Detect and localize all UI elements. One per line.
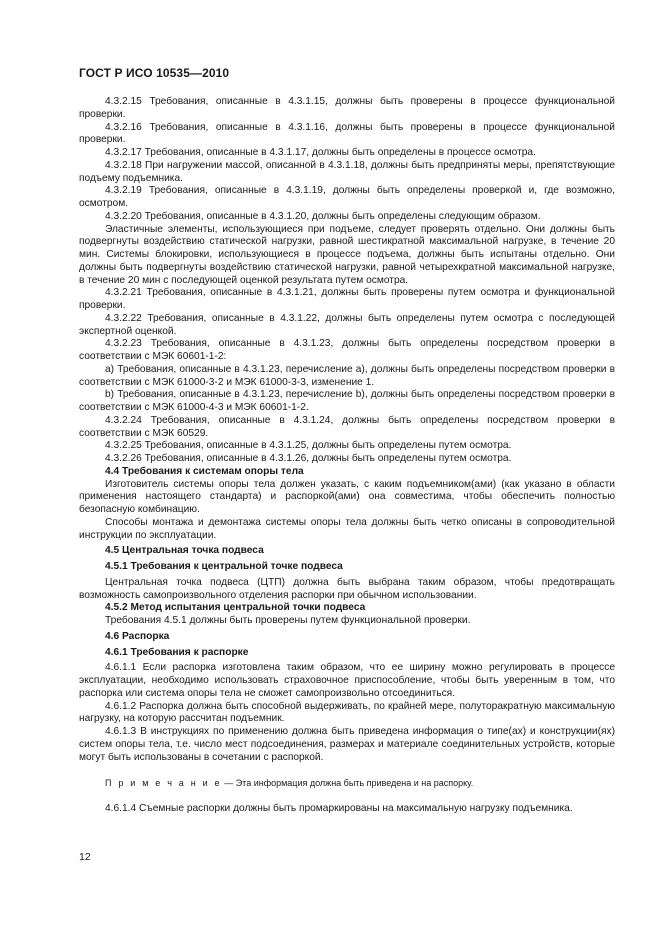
paragraph-4-6-1-1: 4.6.1.1 Если распорка изготовлена таким образом, что ее ширину можно регулировать в процессе эксплуатации, необходимо использовать страховочное приспособление, чтобы быть уверенным в том, что распорка или система опоры тела не сможет самопроизвольно отсоединиться. (79, 662, 615, 699)
note (79, 777, 615, 790)
paragraph-4-3-2-17: 4.3.2.17 Требования, описанные в 4.3.1.17, должны быть определены в процессе осмотра. (105, 147, 536, 158)
section-heading-4-6-1: 4.6.1 Требования к распорке (105, 646, 249, 658)
paragraph-4-3-2-22: 4.3.2.22 Требования, описанные в 4.3.1.22, должны быть определены путем осмотра с последующей экспертной оценкой. (79, 312, 615, 337)
paragraph-list-item-a: a) Требования, описанные в 4.3.1.23, перечисление a), должны быть определены посредством проверки в соответствии с МЭК 61000-3-2 и МЭК 61000-3-3, изменение 1. (79, 363, 615, 388)
section-heading-4-4: 4.4 Требования к системам опоры тела (105, 465, 304, 477)
document-header: ГОСТ Р ИСО 10535—2010 (79, 66, 230, 80)
paragraph-elastic-elements: Эластичные элементы, использующиеся при подъеме, следует проверять отдельно. Они должны быть подвергнуты воздействию статической нагрузки, равной шестикратной максимальной нагрузке, в течение 20 мин. Системы блокировки, использующиеся в процессе подъема, должны быть испытаны отдельно. Они должны быть подвергнуты воздействию статической нагрузки, равной четырехкратной максимальной нагрузке, в течение 20 мин с последующей оценкой результата путем осмотра. (79, 223, 615, 286)
paragraph-4-3-2-20: 4.3.2.20 Требования, описанные в 4.3.1.20, должны быть определены следующим образом. (105, 210, 541, 222)
paragraph-4-5-1-text: Центральная точка подвеса (ЦТП) должна быть выбрана таким образом, чтобы предотвращать возможность самопроизвольного отделения распорки при обычном использовании. (79, 576, 615, 601)
paragraph-4-5-2-text: Требования 4.5.1 должны быть проверены путем функциональной проверки. (105, 615, 471, 626)
paragraph-4-4-text-2: Способы монтажа и демонтажа системы опоры тела должны быть четко описаны в сопроводительной инструкции по эксплуатации. (79, 516, 615, 541)
paragraph-4-6-1-4: 4.6.1.4 Съемные распорки должны быть промаркированы на максимальную нагрузку подъемника. (105, 803, 573, 814)
page-number: 12 (79, 851, 91, 863)
paragraph-4-3-2-15: 4.3.2.15 Требования, описанные в 4.3.1.15, должны быть проверены в процессе функциональной проверки. (79, 96, 615, 120)
paragraph-4-6-1-3: 4.6.1.3 В инструкциях по применению должна быть приведена информация о типе(ах) и конструкции(ях) систем опоры тела, т.е. число мест подсоединения, размерах и материале соединительных устройств, которые могут быть использованы в сочетании с распоркой. (79, 726, 615, 763)
paragraph-4-3-2-16: 4.3.2.16 Требования, описанные в 4.3.1.16, должны быть проверены в процессе функциональной проверки. (79, 121, 615, 146)
document-body (79, 96, 615, 816)
paragraph-4-3-2-26: 4.3.2.26 Требования, описанные в 4.3.1.26, должны быть определены путем осмотра. (105, 453, 512, 464)
paragraph-list-item-b: b) Требования, описанные в 4.3.1.23, перечисление b), должны быть определены посредством проверки в соответствии с МЭК 61000-4-3 и МЭК 60601-1-2. (79, 389, 615, 413)
section-heading-4-6: 4.6 Распорка (105, 630, 170, 642)
paragraph-4-3-2-21: 4.3.2.21 Требования, описанные в 4.3.1.21, должны быть проверены путем осмотра и функциональной проверки. (79, 287, 615, 311)
paragraph-4-3-2-24: 4.3.2.24 Требования, описанные в 4.3.1.24, должны быть определены посредством проверки в соответствии с МЭК 60529. (79, 414, 615, 439)
note-text: — Эта информация должна быть приведена и на распорку. (221, 778, 474, 789)
paragraph-4-3-2-23: 4.3.2.23 Требования, описанные в 4.3.1.23, должны быть определены посредством проверки в соответствии с МЭК 60601-1-2: (79, 338, 615, 362)
section-heading-4-5: 4.5 Центральная точка подвеса (105, 545, 264, 557)
section-heading-4-5-2: 4.5.2 Метод испытания центральной точки подвеса (105, 602, 366, 614)
paragraph-4-3-2-25: 4.3.2.25 Требования, описанные в 4.3.1.25, должны быть определены путем осмотра. (105, 440, 512, 452)
paragraph-4-6-1-2: 4.6.1.2 Распорка должна быть способной выдерживать, по крайней мере, полуторакратную максимальную нагрузку, на которую рассчитан подъемник. (79, 700, 615, 725)
paragraph-4-3-2-18: 4.3.2.18 При нагружении массой, описанной в 4.3.1.18, должны быть предприняты меры, препятствующие подъему подъемника. (79, 159, 615, 184)
paragraph-4-3-2-19: 4.3.2.19 Требования, описанные в 4.3.1.19, должны быть определены проверкой и, где возможно, осмотром. (79, 185, 615, 209)
paragraph-4-4-text-1: Изготовитель системы опоры тела должен указать, с каким подъемником(ами) (как указано в области применения настоящего стандарта) и распоркой(ами) она совместима, чтобы обеспечить полностью безопасную комбинацию. (79, 478, 615, 515)
note-label: П р и м е ч а н и е (105, 778, 222, 789)
section-heading-4-5-1: 4.5.1 Требования к центральной точке подвеса (105, 561, 343, 572)
